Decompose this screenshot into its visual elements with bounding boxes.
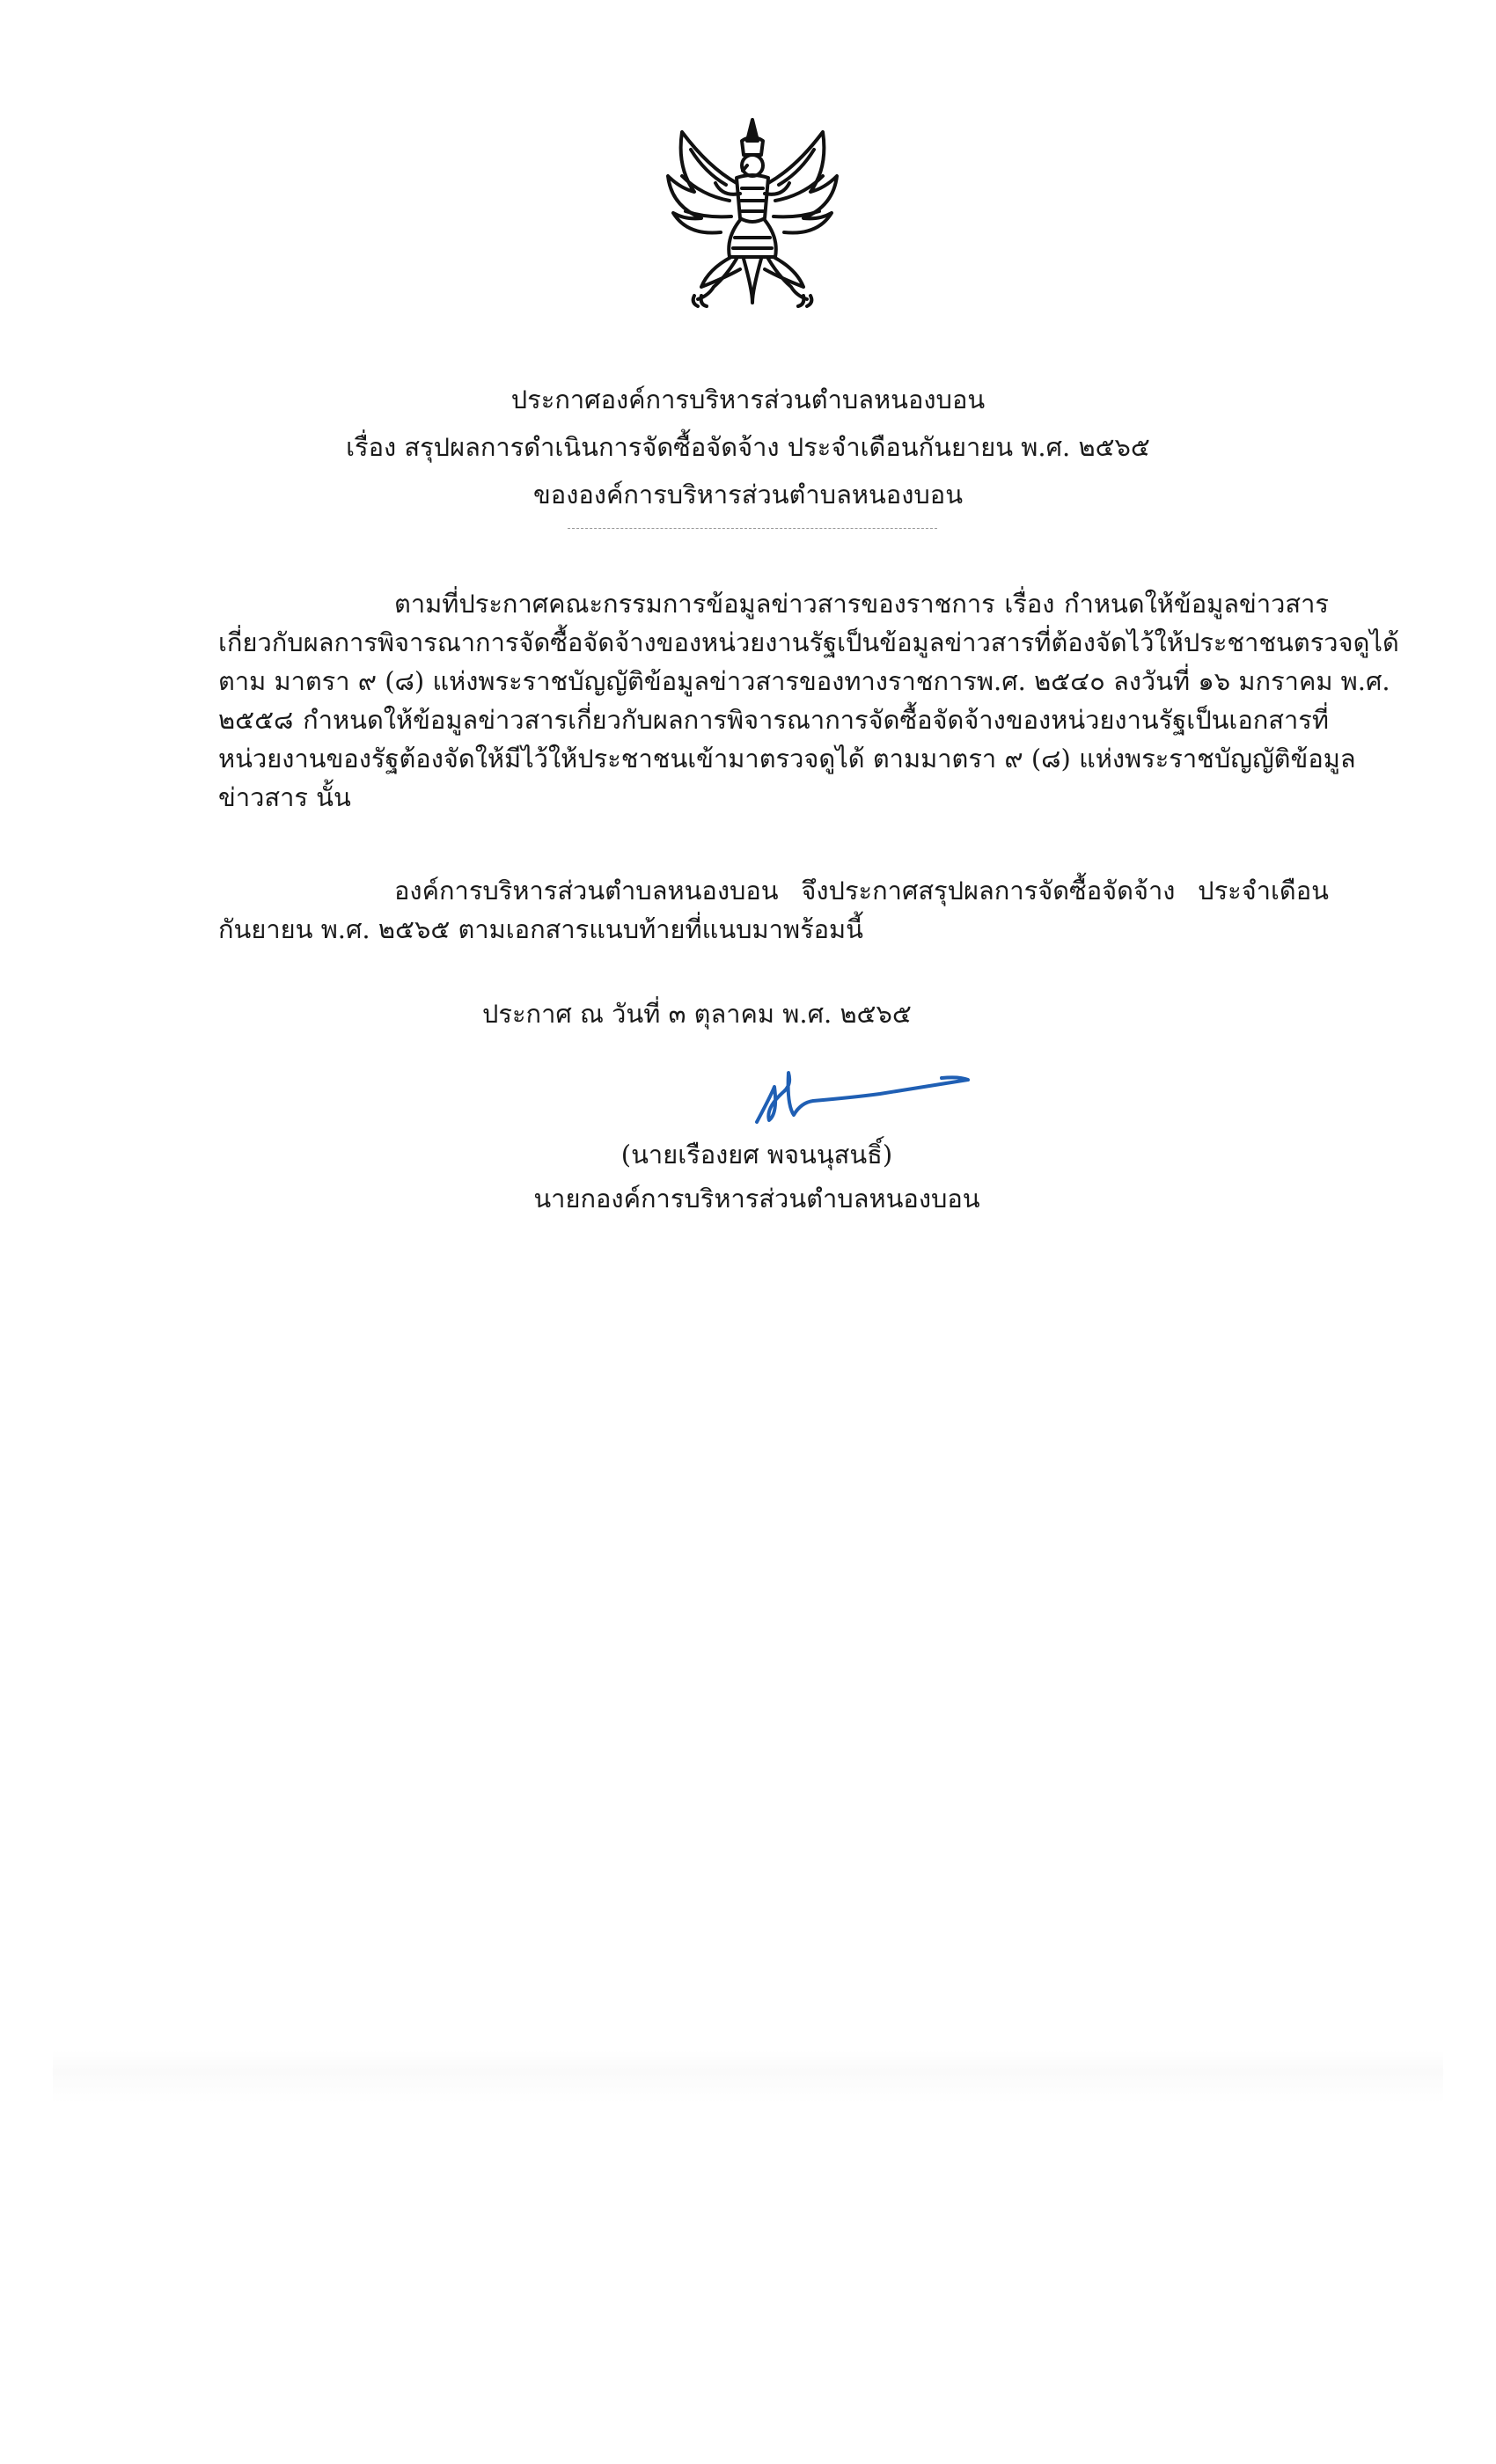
paragraph-line: หน่วยงานของรัฐต้องจัดให้มีไว้ให้ประชาชนเข้ามาตรวจดูได้ ตามมาตรา ๙ (๘) แห่งพระราชบัญญัติข้อมูล <box>218 744 1356 774</box>
paragraph-line: ๒๕๕๘ กำหนดให้ข้อมูลข่าวสารเกี่ยวกับผลการพิจารณาการจัดซื้อจัดจ้างของหน่วยงานรัฐเป็นเอกสารที่ <box>218 705 1329 735</box>
body-paragraph-2 <box>218 871 1329 949</box>
paragraph-line: องค์การบริหารส่วนตำบลหนองบอน จึงประกาศสรุปผลการจัดซื้อจัดจ้าง ประจำเดือน <box>394 876 1329 906</box>
announcement-issuer: ขององค์การบริหารส่วนตำบลหนองบอน <box>532 480 964 510</box>
signature-image <box>748 1060 977 1131</box>
body-paragraph-1 <box>218 584 1399 817</box>
paragraph-line: ข่าวสาร นั้น <box>218 782 351 812</box>
signer-name: (นายเรืองยศ พจนนุสนธิ์) <box>620 1140 893 1170</box>
announcement-title: ประกาศองค์การบริหารส่วนตำบลหนองบอน <box>510 385 986 414</box>
scan-artifact <box>53 2050 1443 2103</box>
paragraph-line: ตาม มาตรา ๙ (๘) แห่งพระราชบัญญัติข้อมูลข่าวสารของทางราชการพ.ศ. ๒๕๔๐ ลงวันที่ ๑๖ มกราคม พ.ศ. <box>218 666 1390 696</box>
paragraph-line: เกี่ยวกับผลการพิจารณาการจัดซื้อจัดจ้างของหน่วยงานรัฐเป็นข้อมูลข่าวสารที่ต้องจัดไว้ให้ประชาชนตรวจดูได้ <box>218 627 1399 657</box>
announcement-date: ประกาศ ณ วันที่ ๓ ตุลาคม พ.ศ. ๒๕๖๕ <box>482 999 912 1029</box>
heading-divider <box>568 528 937 529</box>
signer-position: นายกองค์การบริหารส่วนตำบลหนองบอน <box>533 1184 980 1214</box>
paragraph-line: กันยายน พ.ศ. ๒๕๖๕ ตามเอกสารแนบท้ายที่แนบมาพร้อมนี้ <box>218 914 864 944</box>
announcement-heading <box>220 380 1276 514</box>
announcement-subject: เรื่อง สรุปผลการดำเนินการจัดซื้อจัดจ้าง ประจำเดือนกันยายน พ.ศ. ๒๕๖๕ <box>346 432 1150 462</box>
paragraph-line: ตามที่ประกาศคณะกรรมการข้อมูลข่าวสารของราชการ เรื่อง กำหนดให้ข้อมูลข่าวสาร <box>394 589 1329 619</box>
garuda-emblem-icon <box>656 114 849 317</box>
